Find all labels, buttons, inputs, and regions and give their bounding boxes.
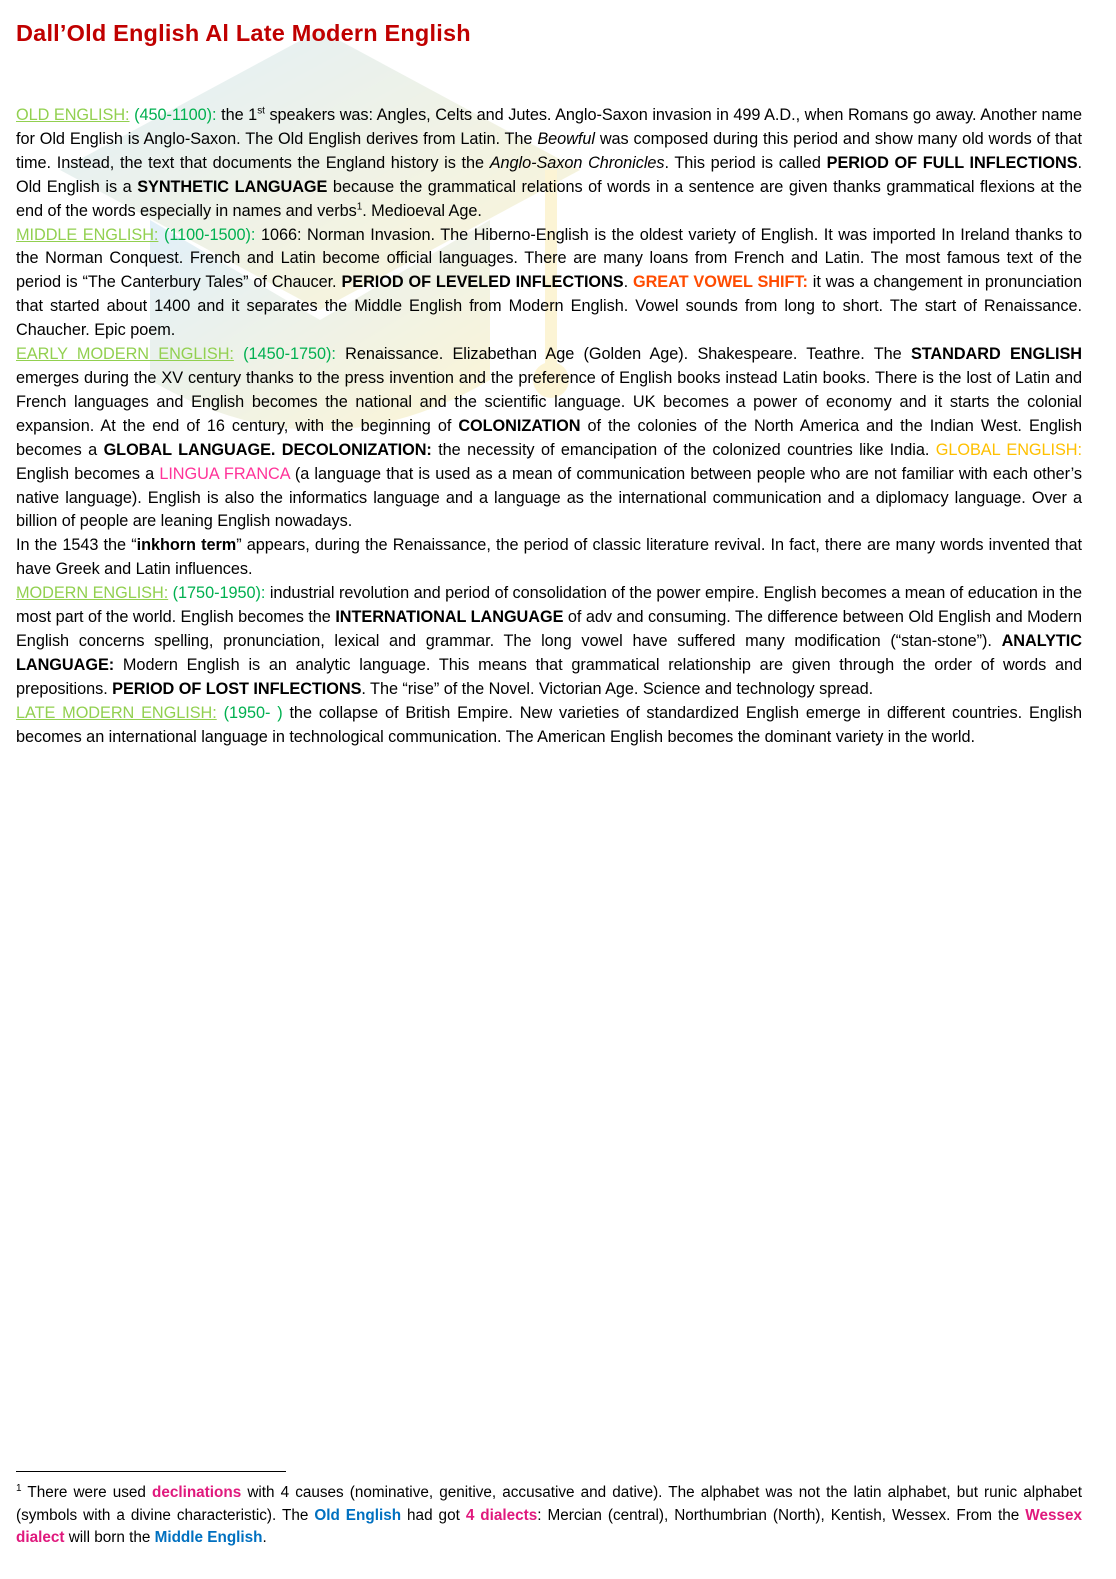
text: the collapse of British Empire. New varieties of standardized English emerge in different countries. English becomes an international language in technological communication. The American English becomes the dominant variety in the world. [16, 703, 1082, 746]
text: with 4 causes (nominative, genitive, accusative and dative). The alphabet was not the latin alphabet, but runic alphabet (symbols with a divine characteristic). The [16, 1484, 1082, 1524]
bold-term-lost-inflections: PERIOD OF LOST INFLECTIONS [112, 679, 362, 698]
bold-term-colonization: COLONIZATION [458, 416, 581, 435]
text: will born the [64, 1529, 155, 1547]
footnote-term-old-english: Old English [314, 1506, 402, 1524]
text: was composed during this period and show many old words of that time. Instead, the text that documents the England history is the [16, 129, 1082, 172]
footnote-reference[interactable]: 1 [356, 201, 363, 213]
text: . [262, 1529, 267, 1547]
period-dates-modern-english: (1750-1950): [168, 584, 266, 603]
text: Modern English is an analytic language. This means that grammatical relationship are given through the order of words and prepositions. [16, 655, 1082, 698]
text: . Medioeval Age. [362, 201, 482, 220]
text: it was a changement in pronunciation that started about 1400 and it separates the Middle English from Modern English. Vowel sounds from long to short. The start of Renaissance. Chaucher. Epic poem. [16, 273, 1083, 340]
text: had got [401, 1506, 466, 1524]
text: because the grammatical relations of words in a sentence are given thanks grammatical flexions at the end of the words especially in names and verbs [16, 177, 1082, 220]
section-heading-old-english: OLD ENGLISH: [16, 106, 130, 124]
text: There were used [21, 1484, 152, 1501]
bold-term-international-language: INTERNATIONAL LANGUAGE [335, 608, 564, 627]
ordinal-suffix: st [257, 105, 265, 117]
text: industrial revolution and period of consolidation of the power empire. English becomes a mean of education in the most part of the world. English becomes the [16, 584, 1082, 627]
bold-term-analytic-language: ANALYTIC LANGUAGE: [16, 631, 1082, 674]
highlight-lingua-franca: LINGUA FRANCA [159, 464, 290, 483]
period-dates-early-modern-english: (1450-1750): [233, 345, 336, 364]
text: . The “rise” of the Novel. Victorian Age. Science and technology spread. [361, 679, 874, 698]
section-heading-early-modern-english: EARLY MODERN ENGLISH: [16, 345, 234, 364]
text: ” appears, during the Renaissance, the period of classic literature revival. In fact, there are many words invented that have Greek and Latin influences. [16, 536, 1082, 579]
text: Renaissance. Elizabethan Age (Golden Age). Shakespeare. Teathre. The [335, 345, 911, 364]
text: of adv and consuming. The difference between Old English and Modern English concerns spelling, pronunciation, lexical and grammar. The long vowel have suffered many modification (“stan-stone”). [16, 608, 1082, 650]
period-dates-old-english: (450-1100): [129, 106, 217, 124]
italic-term-chronicles: Anglo-Saxon Chronicles [489, 153, 665, 172]
footnote-term-wessex-dialect: Wessex dialect [16, 1506, 1082, 1547]
paragraph-early-modern-english [16, 343, 1082, 534]
paragraph-late-modern-english [16, 702, 1082, 750]
text: of the colonies of the North America and the Indian West. English becomes a [16, 416, 1082, 459]
footnote [16, 1482, 1082, 1550]
paragraph-inkhorn-term [16, 534, 1082, 582]
bold-term-global-language: GLOBAL LANGUAGE. DECOLONIZATION: [103, 440, 432, 459]
period-dates-late-modern-english: (1950- ) [216, 703, 283, 722]
bold-term-standard-english: STANDARD ENGLISH [910, 345, 1082, 364]
text: : Mercian (central), Northumbrian (North), Kentish, Wessex. From the [537, 1506, 1026, 1524]
text: the necessity of emancipation of the colonized countries like India. [431, 440, 936, 459]
period-dates-middle-english: (1100-1500): [158, 225, 256, 244]
text: . This period is called [664, 153, 827, 172]
bold-term-inkhorn: inkhorn term [136, 536, 237, 555]
section-heading-late-modern-english: LATE MODERN ENGLISH: [16, 703, 217, 722]
text: English becomes a [16, 464, 160, 483]
footnote-term-4-dialects: 4 dialects [465, 1506, 538, 1524]
paragraph-modern-english [16, 582, 1082, 702]
document-body [16, 104, 1082, 749]
bold-term-synthetic-language: SYNTHETIC LANGUAGE [137, 177, 328, 196]
footnote-separator [16, 1471, 286, 1472]
text: In the 1543 the “ [16, 536, 137, 555]
page-title: Dall’Old English Al Late Modern English [16, 20, 471, 46]
paragraph-old-english [16, 104, 1082, 224]
paragraph-middle-english [16, 224, 1082, 344]
text: emerges during the XV century thanks to the press invention and the preference of English books instead Latin books. There is the lost of Latin and French languages and English becomes the national and the scientific language. UK becomes a power of economy and it starts the colonial expansion. At the end of 16 century, with the beginning of [16, 368, 1082, 435]
bold-term-leveled-inflections: PERIOD OF LEVELED INFLECTIONS [341, 273, 624, 292]
section-heading-middle-english: MIDDLE ENGLISH: [16, 225, 159, 244]
text: the 1 [216, 106, 258, 124]
highlight-global-english: GLOBAL ENGLISH: [935, 440, 1082, 459]
footnote-number: 1 [16, 1482, 22, 1494]
footnote-term-middle-english: Middle English [154, 1529, 263, 1547]
highlight-great-vowel-shift: GREAT VOWEL SHIFT: [632, 273, 808, 292]
section-heading-modern-english: MODERN ENGLISH: [16, 584, 169, 603]
text: speakers was: Angles, Celts and Jutes. Anglo-Saxon invasion in 499 A.D., when Romans go away. Another name for Old English is Anglo-Saxon. The Old English derives from Latin. The [16, 106, 1082, 148]
text: 1066: Norman Invasion. The Hiberno-English is the oldest variety of English. It was imported In Ireland thanks to the Norman Conquest. French and Latin become official languages. There are many loans from French and Latin. The most famous text of the period is “The Canterbury Tales” of Chaucer. [16, 225, 1082, 292]
italic-term-beowulf: Beowful [537, 129, 595, 148]
text: (a language that is used as a mean of communication between people who are not familiar with each other’s native language). English is also the informatics language and a language as the international communication and a diplomacy language. Over a billion of people are leaning English nowadays. [16, 464, 1082, 531]
bold-term-full-inflections: PERIOD OF FULL INFLECTIONS [826, 153, 1078, 172]
footnote-term-declinations: declinations [151, 1484, 242, 1501]
text: . Old English is a [16, 153, 1082, 196]
text: . [623, 273, 633, 292]
